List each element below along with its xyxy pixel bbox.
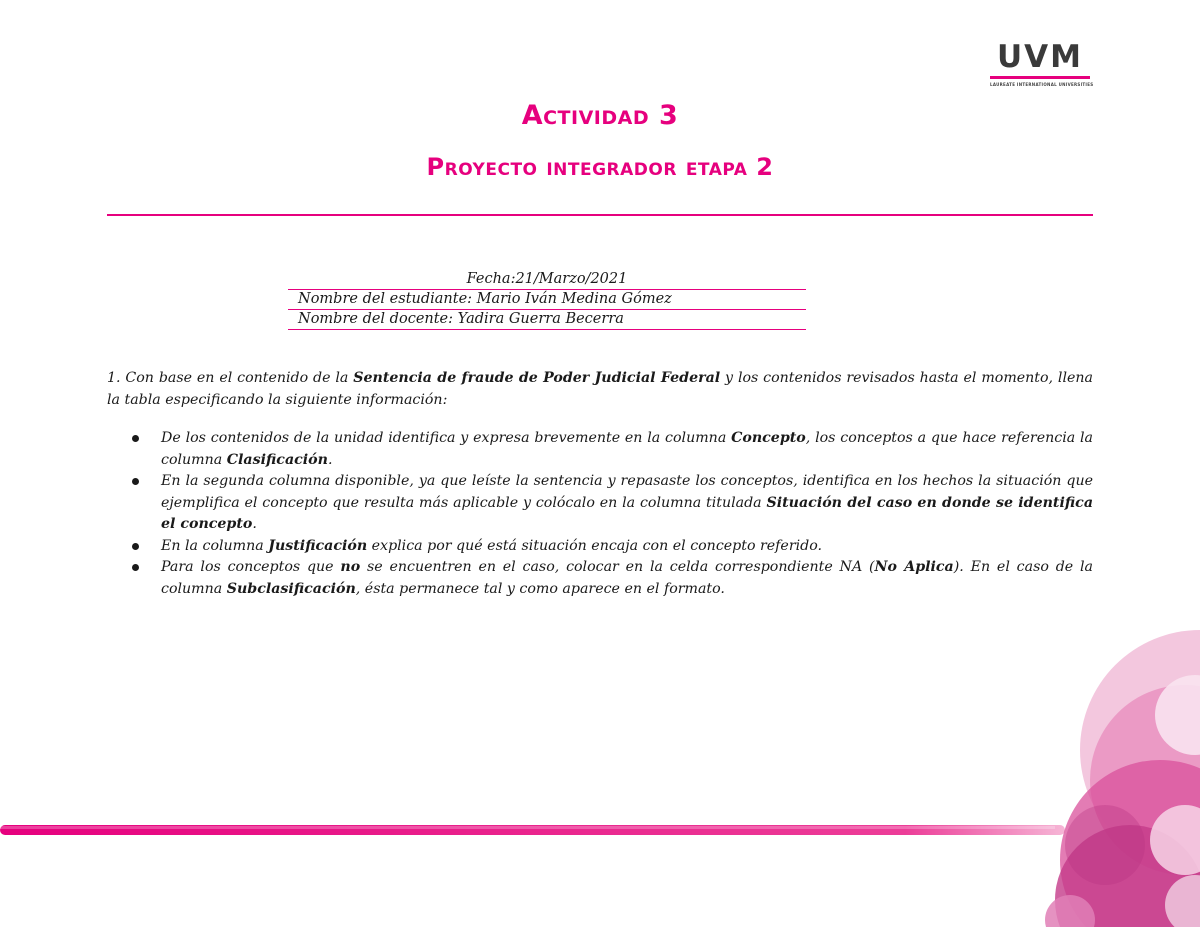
bullet-icon (132, 478, 139, 485)
footer-bar (0, 822, 1065, 838)
item-text: , ésta permanece tal y como aparece en el formato. (355, 580, 725, 597)
intro-bold: Sentencia de fraude de Poder Judicial Federal (353, 370, 721, 386)
item-text: Para los conceptos que (161, 559, 341, 575)
bullet-icon (132, 543, 139, 550)
logo-subtitle: LAUREATE INTERNATIONAL UNIVERSITIES (990, 82, 1094, 87)
list-item (130, 557, 1093, 600)
item-text: De los contenidos de la unidad identifica y expresa brevemente en la columna (161, 430, 732, 446)
instructions-intro (107, 368, 1093, 411)
intro-text-2: y los contenidos revisados hasta el momento, llena la tabla especificando la siguiente información: (107, 370, 1093, 408)
bullet-icon (132, 435, 139, 442)
item-text: . (327, 451, 333, 468)
header-fields (288, 270, 806, 330)
item-bold: No Aplica (874, 559, 954, 575)
list-item (130, 428, 1093, 471)
page-title: Actividad 3 (521, 100, 679, 131)
instructions-list (130, 428, 1093, 600)
bullet-icon (132, 564, 139, 571)
item-bold: Situación del caso en donde se identifica el concepto (161, 494, 1094, 532)
title-divider (107, 214, 1093, 216)
logo-text: UVM (996, 39, 1083, 75)
item-bold: no (340, 559, 361, 575)
item-bold: Justificación (268, 537, 368, 554)
decorative-circles (1010, 630, 1200, 927)
uvm-logo (990, 39, 1094, 87)
intro-text-1: 1. Con base en el contenido de la (107, 370, 354, 386)
teacher-name-field: Nombre del docente: Yadira Guerra Becerra (288, 310, 806, 330)
logo-underline (990, 76, 1090, 79)
item-text: explica por qué está situación encaja con el concepto referido. (367, 537, 823, 554)
item-text: En la segunda columna disponible, ya que leíste la sentencia y repasaste los conceptos, identifica en los hechos la situación que ejemplifica el concepto que resulta más aplicable y colócalo en la columna titulada (161, 473, 1093, 511)
list-item (130, 536, 1093, 558)
date-field: Fecha:21/Marzo/2021 (288, 270, 806, 290)
student-name-field: Nombre del estudiante: Mario Iván Medina Gómez (288, 290, 806, 310)
item-bold: Clasificación (226, 451, 328, 468)
item-text: . (252, 516, 257, 532)
item-bold: Concepto (731, 430, 806, 446)
item-text: ). En el caso de la columna (161, 559, 1093, 597)
item-text: se encuentren en el caso, colocar en la celda correspondiente NA ( (360, 559, 875, 575)
list-item (130, 471, 1093, 536)
page-subtitle: Proyecto integrador etapa 2 (426, 153, 774, 181)
item-text: En la columna (161, 537, 269, 554)
item-text: , los conceptos a que hace referencia la columna (161, 430, 1093, 468)
item-bold: Subclasificación (226, 580, 356, 597)
